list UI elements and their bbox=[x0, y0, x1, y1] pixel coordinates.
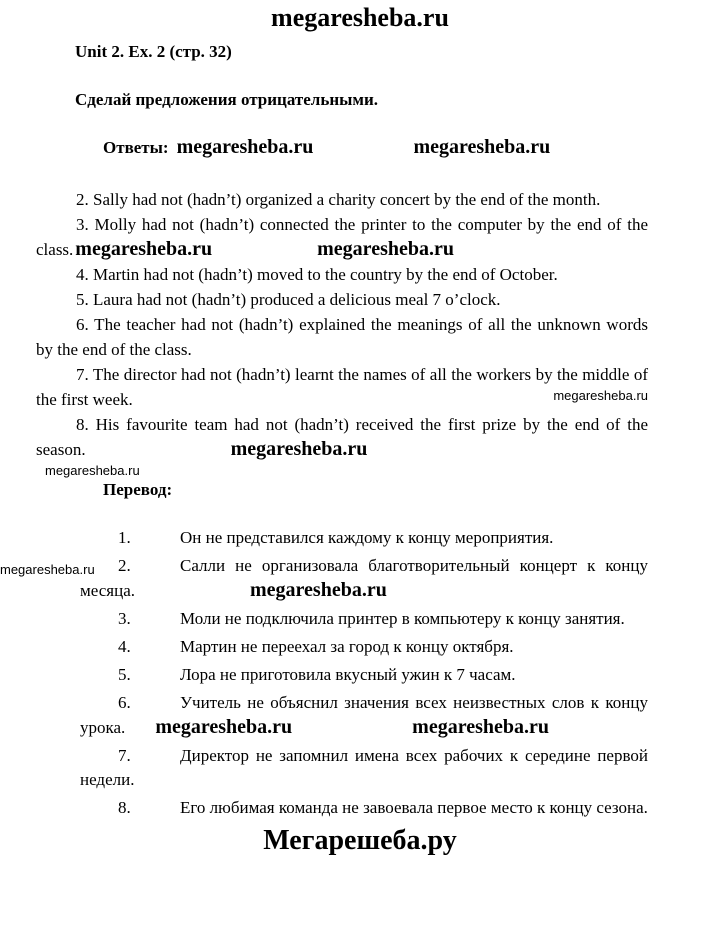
inline-watermark: megaresheba.ru bbox=[317, 238, 454, 260]
translation-text: Салли не организовала благотворительный концерт к концу месяца. bbox=[80, 556, 648, 600]
answer-item-7 bbox=[36, 362, 648, 412]
translation-text: Моли не подключила принтер в компьютеру к концу занятия. bbox=[180, 609, 625, 628]
translation-number: 8. bbox=[118, 798, 131, 817]
translation-number: 6. bbox=[118, 693, 131, 712]
translation-item-6 bbox=[80, 691, 648, 740]
answer-item-4 bbox=[36, 262, 648, 287]
translation-text: Он не представился каждому к концу мероприятия. bbox=[180, 528, 554, 547]
translation-text: Учитель не объяснил значения всех неизвестных слов к концу урока. bbox=[80, 693, 648, 737]
task-instruction: Сделай предложения отрицательными. bbox=[75, 90, 379, 109]
answer-text: 8. His favourite team had not (hadn’t) received the first prize by the end of the season. bbox=[36, 415, 648, 459]
small-watermark: megaresheba.ru bbox=[553, 388, 648, 403]
answer-item-6 bbox=[36, 312, 648, 362]
answer-text: 7. The director had not (hadn’t) learnt the names of all the workers by the middle of the first week. bbox=[36, 365, 648, 409]
small-watermark: megaresheba.ru bbox=[0, 562, 95, 577]
translation-number: 4. bbox=[118, 637, 131, 656]
answer-text: 5. Laura had not (hadn’t) produced a delicious meal 7 o’clock. bbox=[76, 290, 501, 309]
inline-watermark: megaresheba.ru bbox=[412, 716, 549, 738]
translation-item-7 bbox=[80, 744, 648, 792]
answers-list bbox=[0, 187, 720, 462]
translation-text: Лора не приготовила вкусный ужин к 7 часам. bbox=[180, 665, 516, 684]
translation-number: 5. bbox=[118, 665, 131, 684]
inline-watermark: megaresheba.ru bbox=[413, 136, 551, 158]
answer-item-5 bbox=[36, 287, 648, 312]
top-watermark: megaresheba.ru bbox=[271, 3, 449, 32]
translations-list bbox=[0, 526, 720, 820]
answer-text: 3. Molly had not (hadn’t) connected the printer to the computer by the end of the class. bbox=[36, 215, 648, 259]
small-watermark: megaresheba.ru bbox=[45, 463, 140, 478]
translation-number: 1. bbox=[118, 528, 131, 547]
answer-item-8 bbox=[36, 412, 648, 462]
translation-number: 7. bbox=[118, 746, 131, 765]
inline-watermark: megaresheba.ru bbox=[155, 716, 293, 738]
inline-watermark: megaresheba.ru bbox=[176, 136, 314, 158]
translation-number: 3. bbox=[118, 609, 131, 628]
left-small-watermark-row bbox=[45, 463, 720, 478]
inline-watermark: megaresheba.ru bbox=[230, 438, 368, 460]
translation-item-2 bbox=[80, 554, 648, 603]
translation-item-3 bbox=[80, 607, 648, 631]
translation-text: Его любимая команда не завоевала первое место к концу сезона. bbox=[180, 798, 648, 817]
translation-item-5 bbox=[80, 663, 648, 687]
answers-header bbox=[103, 134, 648, 161]
footer-watermark: Мегарешеба.ру bbox=[263, 825, 457, 856]
answer-text: 4. Martin had not (hadn’t) moved to the country by the end of October. bbox=[76, 265, 558, 284]
answer-text: 2. Sally had not (hadn’t) organized a charity concert by the end of the month. bbox=[76, 190, 601, 209]
translation-label: Перевод: bbox=[103, 480, 173, 499]
answers-label: Ответы: bbox=[103, 138, 169, 157]
unit-title: Unit 2. Ex. 2 (стр. 32) bbox=[75, 42, 232, 61]
translation-text: Директор не запомнил имена всех рабочих к середине первой недели. bbox=[80, 746, 648, 789]
translation-text: Мартин не переехал за город к концу октября. bbox=[180, 637, 514, 656]
inline-watermark: megaresheba.ru bbox=[75, 238, 213, 260]
translation-item-1 bbox=[80, 526, 648, 550]
answer-item-2 bbox=[36, 187, 648, 212]
translation-item-4 bbox=[80, 635, 648, 659]
translation-number: 2. bbox=[118, 556, 131, 575]
inline-watermark: megaresheba.ru bbox=[249, 579, 387, 601]
translation-item-8 bbox=[80, 796, 648, 820]
answer-text: 6. The teacher had not (hadn’t) explained the meanings of all the unknown words by the end of the class. bbox=[36, 315, 648, 359]
answer-item-3 bbox=[36, 212, 648, 262]
